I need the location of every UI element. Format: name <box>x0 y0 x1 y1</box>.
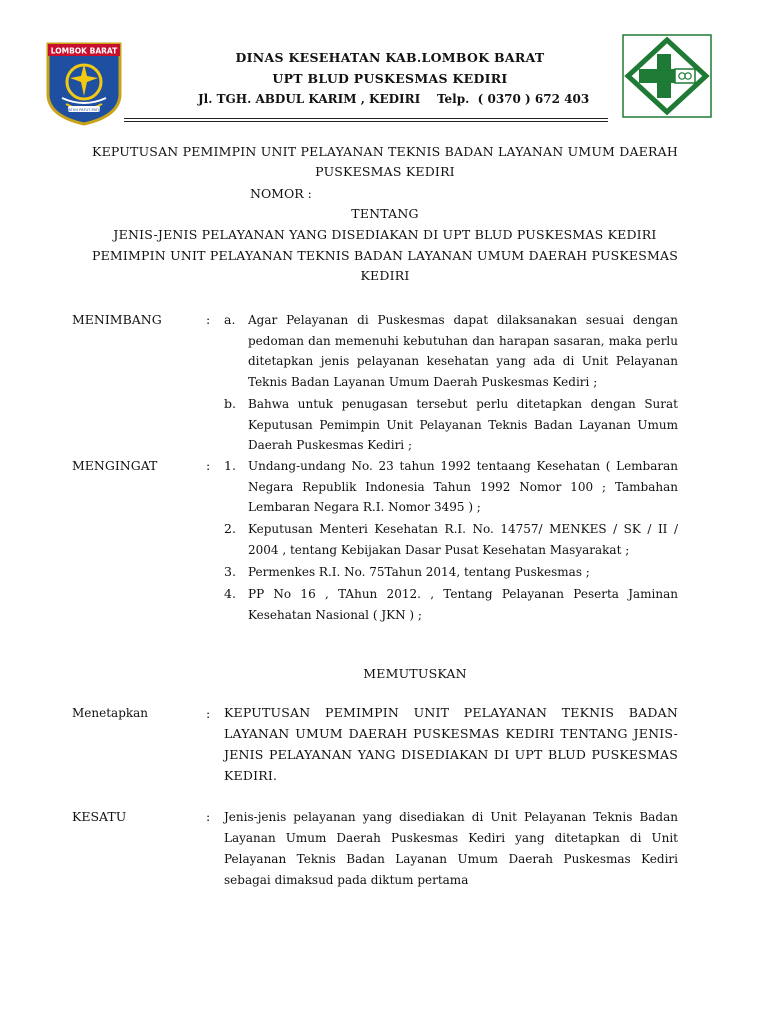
kesatu-text: Jenis-jenis pelayanan yang disediakan di Unit Pelayanan Teknis Badan Layanan Umum Daerah Puskesmas Kediri yang ditetapkan di Unit Pelayanan Teknis Badan Layanan Umum Daerah Puskesmas Kediri sebagai dimaksud pada diktum pertama <box>224 810 678 887</box>
mengingat-item-1-text: Undang-undang No. 23 tahun 1992 tentaang Kesehatan ( Lembaran Negara Republik Indonesia Tahun 1992 Nomor 100 ; Tambahan Lembaran Negara R.I. Nomor 3495 ) ; <box>248 459 678 514</box>
menimbang-item-a-mark: a. <box>224 312 236 327</box>
mengingat-item-3-text: Permenkes R.I. No. 75Tahun 2014, tentang Puskesmas ; <box>248 565 590 579</box>
puskesmas-logo <box>620 32 714 120</box>
decree-subject-line1: JENIS-JENIS PELAYANAN YANG DISEDIAKAN DI UPT BLUD PUSKESMAS KEDIRI <box>113 227 657 242</box>
mengingat-item-1-mark: 1. <box>224 458 236 473</box>
menimbang-item-b-mark: b. <box>224 396 236 411</box>
mengingat-item-2-mark: 2. <box>224 521 236 536</box>
letterhead-divider-double <box>124 121 608 122</box>
decree-subject-line2: PEMIMPIN UNIT PELAYANAN TEKNIS BADAN LAYANAN UMUM DAERAH PUSKESMAS <box>91 248 678 263</box>
lombok-barat-crest-logo <box>46 42 122 126</box>
decree-title-line2: PUSKESMAS KEDIRI <box>315 164 455 179</box>
menetapkan-text: KEPUTUSAN PEMIMPIN UNIT PELAYANAN TEKNIS BADAN LAYANAN UMUM DAERAH PUSKESMAS KEDIRI TENTANG JENIS-JENIS PELAYANAN YANG DISEDIAKAN DI UPT BLUD PUSKESMAS KEDIRI. <box>224 705 678 783</box>
menimbang-item-a-text: Agar Pelayanan di Puskesmas dapat dilaksanakan sesuai dengan pedoman dan memenuhi kebutuhan dan harapan sasaran, maka perlu ditetapkan jenis pelayanan kesehatan yang ada di Unit Pelayanan Teknis Badan Layanan Umum Daerah Puskesmas Kediri ; <box>248 313 678 389</box>
menimbang-label: MENIMBANG <box>72 312 162 327</box>
mengingat-colon: : <box>206 458 211 473</box>
mengingat-item-4-mark: 4. <box>224 586 236 601</box>
mengingat-item-3-mark: 3. <box>224 564 236 579</box>
memutuskan-heading: MEMUTUSKAN <box>363 666 467 681</box>
crest-banner-text: LOMBOK BARAT <box>50 46 118 56</box>
menimbang-colon: : <box>206 312 211 327</box>
letterhead-address: Jl. TGH. ABDUL KARIM , KEDIRI Telp. ( 0370 ) 672 403 <box>198 92 590 106</box>
menimbang-item-b-text: Bahwa untuk penugasan tersebut perlu ditetapkan dengan Surat Keputusan Pemimpin Unit Pelayanan Teknis Badan Layanan Umum Daerah Puskesmas Kediri ; <box>248 397 678 452</box>
menetapkan-colon: : <box>206 706 211 721</box>
crest-motto-text: PATUH PATUT PATJU <box>66 108 102 112</box>
decree-tentang: TENTANG <box>351 206 419 221</box>
decree-number: NOMOR : <box>250 186 312 201</box>
letterhead-agency: DINAS KESEHATAN KAB.LOMBOK BARAT <box>235 50 545 65</box>
mengingat-item-2-text: Keputusan Menteri Kesehatan R.I. No. 14757/ MENKES / SK / II / 2004 , tentang Kebijakan Dasar Pusat Kesehatan Masyarakat ; <box>248 522 678 557</box>
kesatu-colon: : <box>206 809 211 824</box>
mengingat-item-4-text: PP No 16 , TAhun 2012. , Tentang Pelayanan Peserta Jaminan Kesehatan Nasional ( JKN ) ; <box>248 587 678 622</box>
decree-subject-line3: KEDIRI <box>360 268 410 283</box>
decree-title-line1: KEPUTUSAN PEMIMPIN UNIT PELAYANAN TEKNIS BADAN LAYANAN UMUM DAERAH <box>92 144 678 159</box>
menetapkan-label: Menetapkan <box>72 706 149 720</box>
letterhead-divider <box>124 118 608 119</box>
letterhead-unit: UPT BLUD PUSKESMAS KEDIRI <box>272 71 508 86</box>
mengingat-label: MENGINGAT <box>72 458 158 473</box>
kesatu-label: KESATU <box>72 809 127 824</box>
